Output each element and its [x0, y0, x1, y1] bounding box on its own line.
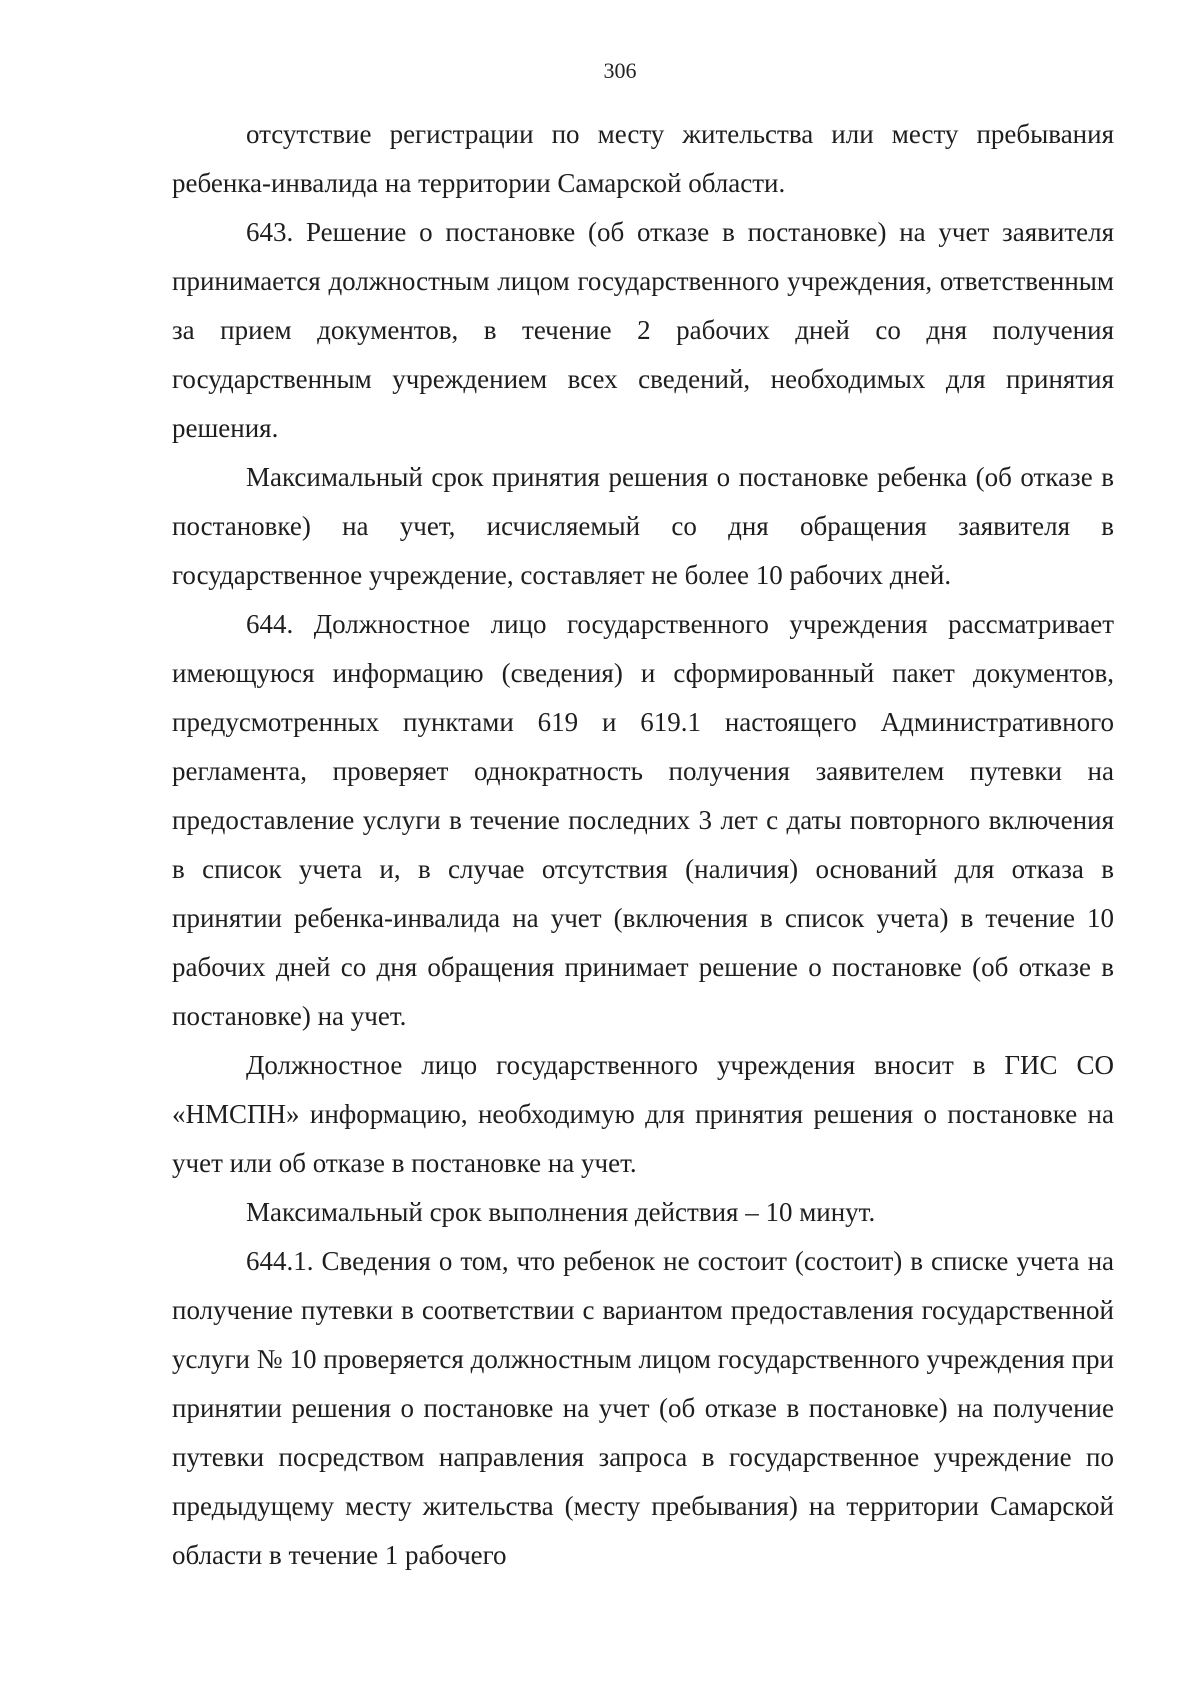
paragraph-644-1: 644.1. Сведения о том, что ребенок не состоит (состоит) в списке учета на получение путевки в соответствии с вариантом предоставления государственной услуги № 10 проверяется должностным лицом государственного учреждения при принятии решения о постановке на учет (об отказе в постановке) на получение путевки посредством направления запроса в государственное учреждение по предыдущему месту жительства (месту пребывания) на территории Самарской области в течение 1 рабочего	[172, 1246, 1114, 1570]
paragraph-max-decision-term: Максимальный срок принятия решения о постановке ребенка (об отказе в постановке) на учет, исчисляемый со дня обращения заявителя в государственное учреждение, составляет не более 10 рабочих дней.	[172, 462, 1114, 590]
document-body	[172, 110, 1114, 1580]
paragraph-max-action-term: Максимальный срок выполнения действия – 10 минут.	[246, 1197, 876, 1227]
paragraph-gis-entry: Должностное лицо государственного учреждения вносит в ГИС СО «НМСПН» информацию, необходимую для принятия решения о постановке на учет или об отказе в постановке на учет.	[172, 1050, 1114, 1178]
page-number: 306	[603, 58, 637, 83]
paragraph-644: 644. Должностное лицо государственного учреждения рассматривает имеющуюся информацию (сведения) и сформированный пакет документов, предусмотренных пунктами 619 и 619.1 настоящего Административного регламента, проверяет однократность получения заявителем путевки на предоставление услуги в течение последних 3 лет с даты повторного включения в список учета и, в случае отсутствия (наличия) оснований для отказа в принятии ребенка-инвалида на учет (включения в список учета) в течение 10 рабочих дней со дня обращения принимает решение о постановке (об отказе в постановке) на учет.	[172, 609, 1114, 1031]
paragraph-registration-absence: отсутствие регистрации по месту жительства или месту пребывания ребенка-инвалида на территории Самарской области.	[172, 119, 1114, 198]
paragraph-643: 643. Решение о постановке (об отказе в постановке) на учет заявителя принимается должностным лицом государственного учреждения, ответственным за прием документов, в течение 2 рабочих дней со дня получения государственным учреждением всех сведений, необходимых для принятия решения.	[172, 217, 1114, 443]
